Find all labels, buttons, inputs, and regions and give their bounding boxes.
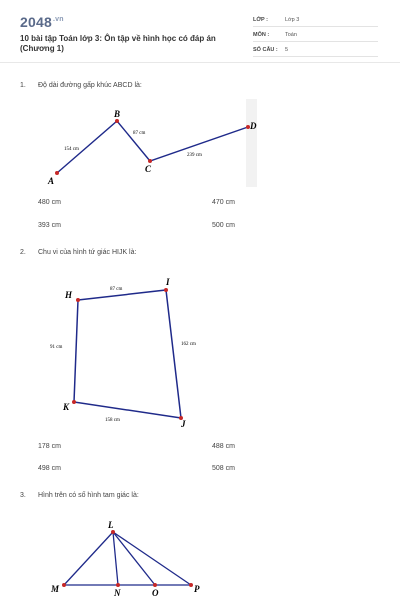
point-p: [189, 583, 193, 587]
length-label-jk: 158 cm: [105, 418, 120, 423]
length-label-cd: 239 cm: [187, 153, 202, 158]
point-label-j: J: [181, 419, 186, 429]
answer-option[interactable]: 470 cm: [212, 199, 235, 206]
question-text: Độ dài đường gấp khúc ABCD là:: [38, 82, 142, 89]
point-label-i: I: [166, 277, 170, 287]
segment-lm: [64, 532, 113, 585]
meta-label: LỚP :: [253, 17, 268, 23]
point-label-p: P: [194, 584, 200, 594]
question-number: 1.: [20, 82, 26, 89]
length-label-bc: 87 cm: [133, 131, 146, 136]
meta-value: Lớp 3: [285, 17, 300, 23]
question-text: Chu vi của hình tứ giác HIJK là:: [38, 249, 137, 256]
answer-option[interactable]: 480 cm: [38, 199, 61, 206]
point-label-d: D: [250, 121, 257, 131]
answer-option[interactable]: 178 cm: [38, 443, 61, 450]
length-label-ij: 162 cm: [181, 342, 196, 347]
point-label-a: A: [48, 176, 55, 186]
answer-option[interactable]: 508 cm: [212, 465, 235, 472]
point-label-k: K: [63, 402, 70, 412]
point-label-h: H: [65, 290, 73, 300]
answer-option[interactable]: 498 cm: [38, 465, 61, 472]
answer-option[interactable]: 488 cm: [212, 443, 235, 450]
answer-option[interactable]: 500 cm: [212, 222, 235, 229]
document-title: 10 bài tập Toán lớp 3: Ôn tập về hình học có đáp án (Chương 1): [20, 34, 216, 53]
length-label-ab: 154 cm: [64, 147, 79, 152]
meta-label: MÔN :: [253, 32, 270, 38]
logo-text: 2048: [20, 14, 52, 30]
answer-option[interactable]: 393 cm: [38, 222, 61, 229]
logo-tld: .vn: [52, 16, 64, 24]
segment-ln: [113, 532, 118, 585]
meta-value: Toán: [285, 32, 297, 38]
length-label-kh: 91 cm: [50, 345, 63, 350]
point-label-b: B: [114, 109, 121, 119]
point-label-l: L: [108, 520, 114, 530]
point-label-o: O: [152, 588, 159, 598]
meta-value: 5: [285, 47, 289, 53]
point-label-n: N: [114, 588, 121, 598]
point-n: [116, 583, 120, 587]
point-label-c: C: [145, 164, 152, 174]
question-number: 3.: [20, 492, 26, 499]
segment-lo: [113, 532, 155, 585]
point-label-m: M: [51, 584, 60, 594]
segment-lp: [113, 532, 191, 585]
meta-label: SỐ CÂU :: [253, 47, 278, 53]
question-number: 2.: [20, 249, 26, 256]
length-label-hi: 87 cm: [110, 287, 123, 292]
question-text: Hình trên có số hình tam giác là:: [38, 492, 139, 499]
point-l: [111, 530, 115, 534]
point-m: [62, 583, 66, 587]
point-o: [153, 583, 157, 587]
